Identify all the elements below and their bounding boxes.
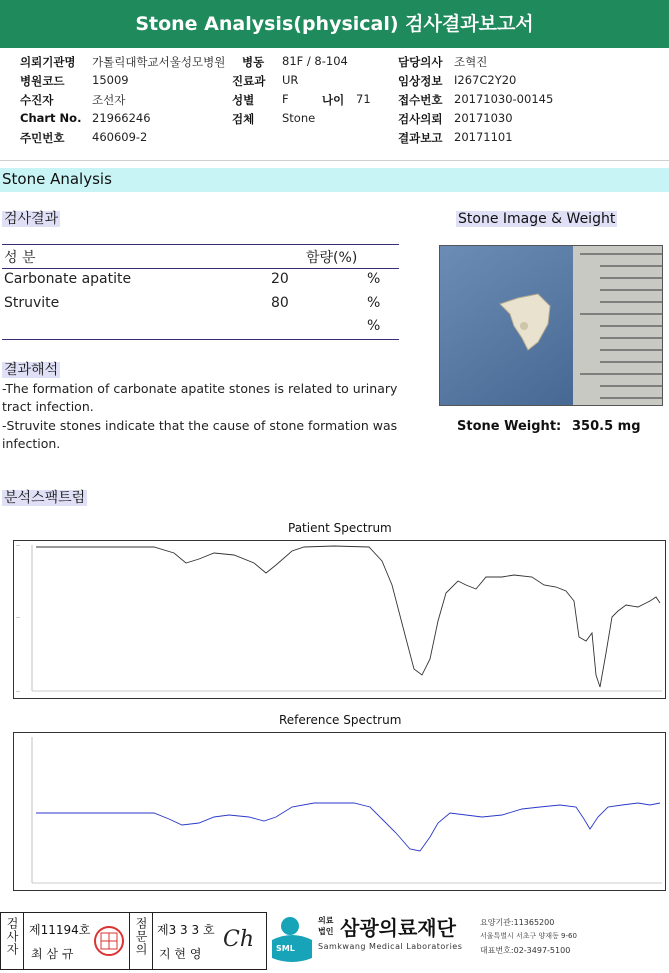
row-name: Carbonate apatite [4, 271, 132, 287]
table-bottom-line [2, 339, 399, 340]
image-heading-wrap [456, 208, 617, 227]
seal-icon [91, 921, 127, 961]
value-institution: 가톨릭대학교서울성모병원 [92, 55, 226, 69]
row-value: 80 [271, 295, 289, 311]
image-heading: Stone Image & Weight [458, 211, 616, 227]
weight-label: Stone Weight: [457, 419, 562, 434]
col-component: 성 분 [4, 250, 36, 266]
examiner-number: 제11194호 [29, 923, 91, 937]
label-patient: 수진자 [20, 93, 54, 107]
value-receipt-no: 20171030-00145 [454, 92, 554, 106]
interp-heading-wrap [2, 359, 60, 379]
value-ward: 81F / 8-104 [282, 54, 348, 68]
org-phone: 대표번호:02-3497-5100 [480, 946, 571, 955]
section-band [0, 168, 669, 192]
stone-photo-illustration [440, 246, 662, 405]
stone-photo [439, 245, 663, 406]
row-value: 20 [271, 271, 289, 287]
specialist-label-cell [129, 913, 153, 969]
label-report-date: 결과보고 [398, 131, 443, 145]
label-chart-no: Chart No. [20, 111, 82, 125]
label-clinical-info: 임상정보 [398, 74, 443, 88]
org-name: 삼광의료재단 [340, 916, 456, 940]
label-institution: 의뢰기관명 [20, 55, 76, 69]
specialist-number: 제3 3 3 호 [157, 923, 215, 937]
label-request-date: 검사의뢰 [398, 112, 443, 126]
value-clinical-info: I267C2Y20 [454, 73, 517, 87]
reference-spectrum-title: Reference Spectrum [279, 713, 402, 727]
interpretation-heading: 결과해석 [4, 362, 59, 378]
value-request-date: 20171030 [454, 111, 513, 125]
examiner-seal [91, 921, 127, 961]
label-sex: 성별 [232, 93, 255, 107]
value-report-date: 20171101 [454, 130, 513, 144]
label-department: 진료과 [232, 74, 266, 88]
value-sex: F [282, 92, 289, 106]
value-chart-no: 21966246 [92, 111, 151, 125]
org-address: 서울특별시 서초구 양재동 9-60 [480, 932, 577, 940]
value-patient: 조선자 [92, 93, 126, 107]
patient-spectrum-title: Patient Spectrum [288, 521, 392, 535]
report-title: Stone Analysis(physical) 검사결과보고서 [0, 0, 669, 48]
value-department: UR [282, 73, 299, 87]
interpretation-line-2: -Struvite stones indicate that the cause of stone formation was infection. [2, 418, 398, 451]
reference-spectrum-box [13, 732, 666, 891]
org-english-name: Samkwang Medical Laboratories [318, 942, 463, 951]
row-unit: % [367, 295, 381, 311]
reference-spectrum-line [36, 803, 660, 851]
spectrum-heading-wrap [2, 487, 87, 507]
header-divider [0, 160, 669, 161]
row-unit: % [367, 271, 381, 287]
reference-spectrum-plot [14, 733, 665, 890]
label-resident-no: 주민번호 [20, 131, 65, 145]
weight-value: 350.5 mg [572, 419, 641, 434]
logo-text: SML [276, 944, 295, 953]
value-hospital-code: 15009 [92, 73, 129, 87]
label-ward: 병동 [242, 55, 265, 69]
label-doctor: 담당의사 [398, 55, 443, 69]
examiner-label-cell [1, 913, 24, 969]
header-info [0, 48, 669, 160]
table-header-line [2, 268, 399, 269]
org-code: 요양기관:11365200 [480, 918, 555, 927]
section-title: Stone Analysis [2, 170, 112, 188]
logo-icon [268, 914, 316, 964]
spectrum-heading: 분석스팩트럼 [4, 490, 86, 506]
specialist-name: 지 현 영 [159, 947, 202, 961]
specialist-label: 점문의 [134, 917, 148, 956]
org-prefix-bottom: 법인 [318, 927, 334, 936]
signature: Ch [223, 927, 255, 952]
svg-text:—: — [16, 543, 20, 548]
results-heading: 검사결과 [4, 211, 59, 227]
table-top-line [2, 244, 399, 245]
value-age: 71 [356, 92, 371, 106]
interpretation-line-1: -The formation of carbonate apatite stones is related to urinary tract infection. [2, 381, 398, 414]
org-prefix-top: 의료 [318, 916, 334, 925]
svg-text:—: — [16, 615, 20, 620]
patient-spectrum-plot [14, 541, 665, 698]
results-heading-wrap [2, 208, 60, 228]
label-specimen: 검체 [232, 112, 255, 126]
label-hospital-code: 병원코드 [20, 74, 65, 88]
row-name: Struvite [4, 295, 60, 311]
col-content: 함량(%) [306, 250, 358, 266]
svg-text:—: — [16, 689, 20, 694]
value-doctor: 조혁진 [454, 55, 488, 69]
examiner-label: 검사자 [5, 917, 19, 956]
value-specimen: Stone [282, 111, 316, 125]
row-unit: % [367, 318, 381, 334]
examiner-name: 최 삼 규 [31, 947, 74, 961]
signature-block [0, 912, 267, 970]
value-resident-no: 460609-2 [92, 130, 148, 144]
patient-spectrum-box [13, 540, 666, 699]
label-age: 나이 [322, 93, 345, 107]
patient-spectrum-line [36, 546, 660, 687]
label-receipt-no: 접수번호 [398, 93, 443, 107]
org-logo [268, 914, 316, 964]
